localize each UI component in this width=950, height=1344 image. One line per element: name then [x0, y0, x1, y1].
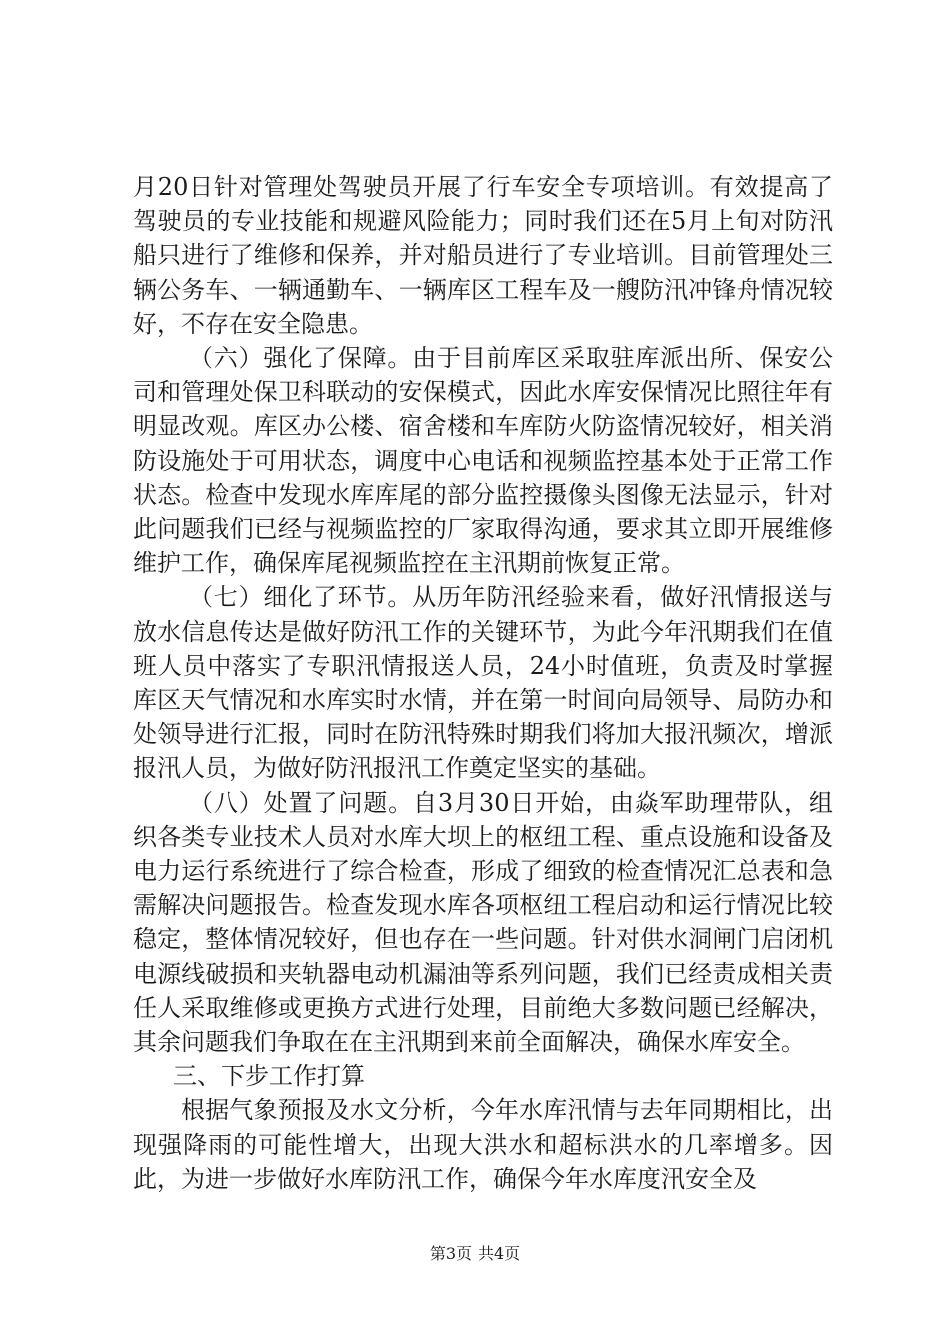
page-total: 共4页 [478, 1244, 521, 1263]
document-body [133, 170, 833, 1196]
paragraph-forecast: 根据气象预报及水文分析，今年水库汛情与去年同期相比，出现强降雨的可能性增大，出现大洪水和超标洪水的几率增多。因此，为进一步做好水库防汛工作，确保今年水库度汛安全及 [133, 1096, 833, 1193]
paragraph-section-8-issues: （八）处置了问题。自3月30日开始，由焱军助理带队，组织各类专业技术人员对水库大坝上的枢纽工程、重点设施和设备及电力运行系统进行了综合检查，形成了细致的检查情况汇总表和急需解决问题报告。检查发现水库各项枢纽工程启动和运行情况比较稳定，整体情况较好，但也存在一些问题。针对供水洞闸门启闭机电源线破损和夹轨器电动机漏油等系列问题，我们已经责成相关责任人采取维修或更换方式进行处理，目前绝大多数问题已经解决，其余问题我们争取在在主汛期到来前全面解决，确保水库安全。 [133, 788, 833, 1057]
page-number: 第3页 [429, 1244, 472, 1263]
paragraph-driver-training: 月20日针对管理处驾驶员开展了行车安全专项培训。有效提高了驾驶员的专业技能和规避风险能力；同时我们还在5月上旬对防汛船只进行了维修和保养，并对船员进行了专业培训。目前管理处三辆公务车、一辆通勤车、一辆库区工程车及一艘防汛冲锋舟情况较好，不存在安全隐患。 [133, 173, 833, 338]
paragraph-section-6-security: （六）强化了保障。由于目前库区采取驻库派出所、保安公司和管理处保卫科联动的安保模式，因此水库安保情况比照往年有明显改观。库区办公楼、宿舍楼和车库防火防盗情况较好，相关消防设施处于可用状态，调度中心电话和视频监控基本处于正常工作状态。检查中发现水库库尾的部分监控摄像头图像无法显示，针对此问题我们已经与视频监控的厂家取得沟通，要求其立即开展维修维护工作，确保库尾视频监控在主汛期前恢复正常。 [133, 344, 833, 578]
paragraph-section-7-procedures: （七）细化了环节。从历年防汛经验来看，做好汛情报送与放水信息传达是做好防汛工作的关键环节，为此今年汛期我们在值班人员中落实了专职汛情报送人员，24小时值班，负责及时掌握库区天气情况和水库实时水情，并在第一时间向局领导、局防办和处领导进行汇报，同时在防汛特殊时期我们将加大报汛频次，增派报汛人员，为做好防汛报汛工作奠定坚实的基础。 [133, 583, 833, 783]
page-footer [0, 1244, 950, 1264]
section-heading-next-steps: 三、下步工作打算 [173, 1062, 365, 1091]
